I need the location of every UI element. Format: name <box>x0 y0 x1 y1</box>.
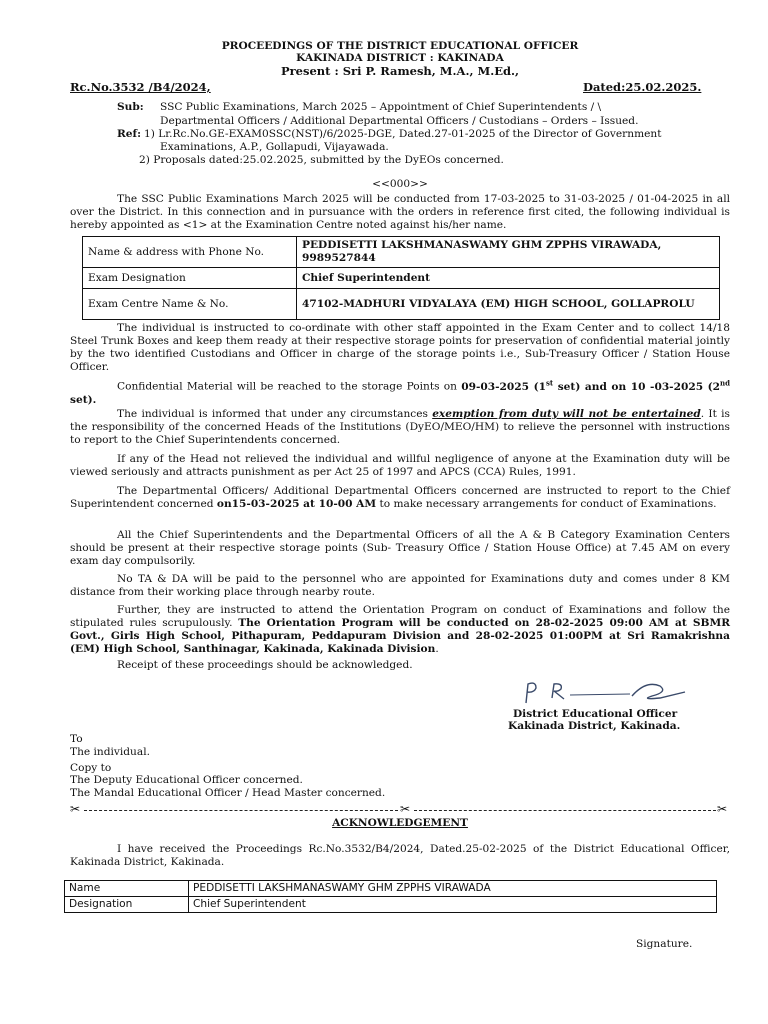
date: Dated:25.02.2025. <box>583 80 702 94</box>
para-report <box>70 485 730 511</box>
signature-place: Kakinada District, Kakinada. <box>508 720 681 732</box>
exemption-text: The individual is informed that under any circumstances <box>117 408 433 420</box>
table-row <box>83 237 720 268</box>
sup-first: st <box>545 378 554 387</box>
table-row <box>83 289 720 320</box>
acknowledgement-table <box>64 880 717 913</box>
to-label: To <box>70 733 83 745</box>
table-row <box>65 881 717 897</box>
para-storage: All the Chief Superintendents and the Departmental Officers of all the A & B Category Examination Centers should be present at their respective storage points (Sub- Treasury Office / Station House Office) at 7.45 AM on every exam day compulsorily. <box>70 529 730 567</box>
table-label: Designation <box>65 897 189 913</box>
confidential-end: set). <box>70 393 97 406</box>
dashed-divider <box>414 810 716 811</box>
ref-line3: 2) Proposals dated:25.02.2025, submitted by the DyEOs concerned. <box>139 154 504 166</box>
table-row <box>83 268 720 289</box>
orientation-end: . <box>435 643 439 655</box>
exemption-rest: . It is the responsibility of the concerned Heads of the Institutions (DyEO/MEO/HM) to relieve the personnel with instructions to report to the Chief Superintendents concerned. <box>70 408 730 446</box>
signature-title: District Educational Officer <box>513 708 678 720</box>
to-recipient: The individual. <box>70 746 150 758</box>
para-exemption <box>70 408 730 447</box>
report-rest: to make necessary arrangements for conduct of Examinations. <box>376 498 717 510</box>
signature-line: Signature. <box>636 938 693 950</box>
copy-to-label: Copy to <box>70 762 112 774</box>
table-label: Name & address with Phone No. <box>83 237 297 268</box>
para-negligence: If any of the Head not relieved the individual and willful negligence of anyone at the Examination duty will be viewed seriously and attracts punishment as per Act 25 of 1997 and APCS (CCA) Rules, 1991. <box>70 453 730 478</box>
header-title: PROCEEDINGS OF THE DISTRICT EDUCATIONAL OFFICER <box>221 40 579 52</box>
ref-line2: Examinations, A.P., Gollapudi, Vijayawada. <box>160 141 389 153</box>
confidential-text: Confidential Material will be reached to the storage Points on <box>117 380 462 393</box>
orientation-bold: The Orientation Program will be conducted on 28-02-2025 09:00 AM at SBMR Govt., Girls High School, Pithapuram, Peddapuram Division and 28-02-2025 01:00PM at Sri Ramakrishna (EM) High School, Santhinagar, Kakinada, Kakinada Division <box>70 617 730 655</box>
scissors-icon: ✂ <box>400 802 411 816</box>
cut-line <box>70 804 730 816</box>
appointment-table <box>82 236 720 320</box>
table-label: Name <box>65 881 189 897</box>
copy-recipient-2: The Mandal Educational Officer / Head Master concerned. <box>70 787 386 799</box>
report-date: on15-03-2025 at 10-00 AM <box>216 498 377 510</box>
header-present: Present : Sri P. Ramesh, M.A., M.Ed., <box>280 64 520 78</box>
para-confidential <box>70 376 730 407</box>
dashed-divider <box>84 810 398 811</box>
sub-label: Sub: <box>117 101 144 113</box>
table-label: Exam Designation <box>83 268 297 289</box>
confidential-mid: set) and on 10 -03-2025 (2 <box>553 380 721 393</box>
para-ta-da: No TA & DA will be paid to the personnel who are appointed for Examinations duty and comes under 8 KM distance from their working place through nearby route. <box>70 573 730 598</box>
orientation-text: Further, they are instructed to attend the Orientation Program on conduct of Examinations and follow the stipulated rules scrupulously. <box>70 604 730 629</box>
para-receipt: Receipt of these proceedings should be acknowledged. <box>117 659 413 671</box>
signature-image <box>510 678 700 708</box>
table-label: Exam Centre Name & No. <box>83 289 297 320</box>
table-row <box>65 897 717 913</box>
table-value: PEDDISETTI LAKSHMANASWAMY GHM ZPPHS VIRAWADA <box>189 881 717 897</box>
separator: <<000>> <box>372 178 428 190</box>
scissors-icon: ✂ <box>70 802 81 816</box>
copy-recipient-1: The Deputy Educational Officer concerned. <box>70 774 303 786</box>
sub-line1: SSC Public Examinations, March 2025 – Appointment of Chief Superintendents / \ <box>160 101 602 113</box>
scissors-icon: ✂ <box>717 802 728 816</box>
table-value: 47102-MADHURI VIDYALAYA (EM) HIGH SCHOOL, GOLLAPROLU <box>297 289 720 320</box>
acknowledgement-heading: ACKNOWLEDGEMENT <box>332 817 468 829</box>
acknowledgement-text: I have received the Proceedings Rc.No.3532/B4/2024, Dated.25-02-2025 of the District Educational Officer, Kakinada District, Kakinada. <box>70 843 730 868</box>
ref-line1: 1) Lr.Rc.No.GE-EXAM0SSC(NST)/6/2025-DGE, Dated.27-01-2025 of the Director of Government <box>144 128 662 140</box>
para-coordinate: The individual is instructed to co-ordinate with other staff appointed in the Exam Center and to collect 14/18 Steel Trunk Boxes and keep them ready at their respective storage points for preservation of confidential material jointly by the two identified Custodians and Officer in charge of the storage points i.e., Sub-Treasury Officer / Station House Officer. <box>70 322 730 373</box>
ref-label: Ref: <box>117 128 142 140</box>
sub-line2: Departmental Officers / Additional Departmental Officers / Custodians – Orders – Issued. <box>160 115 639 127</box>
rc-number: Rc.No.3532 /B4/2024, <box>70 80 211 94</box>
table-value: Chief Superintendent <box>189 897 717 913</box>
para-orientation <box>70 604 730 656</box>
header-district: KAKINADA DISTRICT : KAKINADA <box>296 52 504 64</box>
confidential-date1: 09-03-2025 (1 <box>461 380 546 393</box>
report-text: The Departmental Officers/ Additional Departmental Officers concerned are instructed to report to the Chief Superintendent concerned <box>70 485 730 510</box>
exemption-emphasis: exemption from duty will not be entertained <box>432 408 701 420</box>
table-value: Chief Superintendent <box>297 268 720 289</box>
intro-paragraph: The SSC Public Examinations March 2025 will be conducted from 17-03-2025 to 31-03-2025 / 01-04-2025 in all over the District. In this connection and in pursuance with the orders in reference first cited, the following individual is hereby appointed as <1> at the Examination Centre noted against his/her name. <box>70 193 730 231</box>
table-value: PEDDISETTI LAKSHMANASWAMY GHM ZPPHS VIRAWADA, 9989527844 <box>297 237 720 268</box>
sup-second: nd <box>720 378 730 387</box>
